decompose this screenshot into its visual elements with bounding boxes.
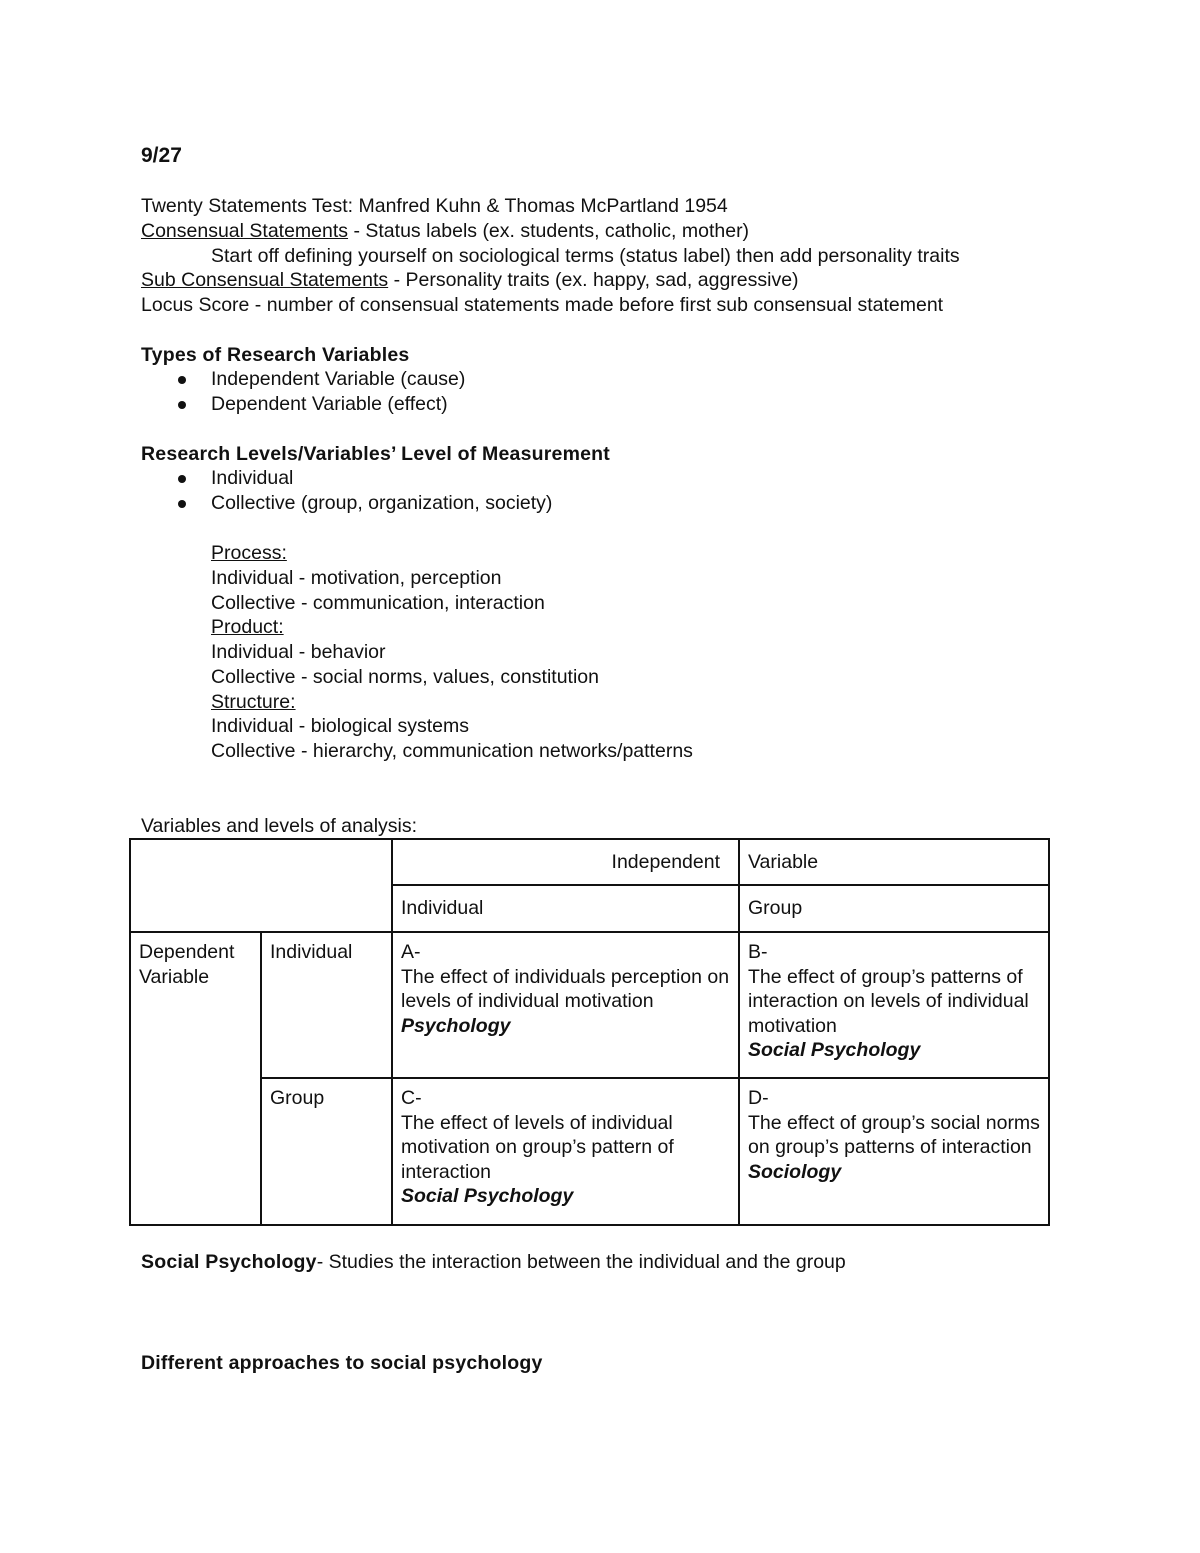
levels-heading: Research Levels/Variables’ Level of Measurement	[141, 443, 610, 465]
bullet-icon	[178, 401, 186, 409]
levels-of-analysis-table	[129, 838, 1050, 1226]
sub-consensual-line	[141, 268, 799, 292]
list-item: Collective (group, organization, society)	[176, 491, 552, 516]
social-psychology-line	[141, 1250, 846, 1274]
cell-b	[739, 932, 1049, 1078]
cell-b-field: Social Psychology	[748, 1039, 921, 1062]
cell-c	[392, 1078, 739, 1225]
locus-score-line: Locus Score - number of consensual statements made before first sub consensual statement	[141, 294, 944, 316]
row-header-individual: Individual	[261, 932, 392, 1078]
dependent-variable-cell: Dependent Variable	[130, 932, 261, 1225]
cell-b-letter: B-	[748, 941, 768, 963]
process-label: Process:	[211, 542, 287, 564]
consensual-note: Start off defining yourself on sociological terms (status label) then add personality traits	[211, 245, 960, 267]
table-corner-cell	[130, 839, 392, 932]
cell-c-letter: C-	[401, 1087, 422, 1109]
cell-d-field: Sociology	[748, 1160, 842, 1183]
cell-c-text: The effect of levels of individual motivation on group’s pattern of interaction	[401, 1111, 674, 1183]
column-header-individual: Individual	[392, 885, 739, 932]
table-row	[130, 1078, 1049, 1225]
product-collective: Collective - social norms, values, constitution	[211, 666, 599, 688]
row-header-group: Group	[261, 1078, 392, 1225]
structure-collective: Collective - hierarchy, communication networks/patterns	[211, 740, 693, 762]
list-item: Dependent Variable (effect)	[176, 392, 465, 417]
bullet-icon	[178, 475, 186, 483]
product-label: Product:	[211, 616, 284, 638]
cell-d-letter: D-	[748, 1087, 769, 1109]
consensual-term: Consensual Statements	[141, 220, 349, 242]
list-item: Individual	[176, 466, 552, 491]
types-heading: Types of Research Variables	[141, 344, 410, 366]
cell-a-field: Psychology	[401, 1014, 511, 1037]
list-item: Independent Variable (cause)	[176, 367, 465, 392]
product-individual: Individual - behavior	[211, 641, 386, 663]
cell-c-field: Social Psychology	[401, 1185, 574, 1208]
structure-label: Structure:	[211, 691, 296, 713]
levels-list	[176, 466, 552, 515]
structure-individual: Individual - biological systems	[211, 715, 469, 737]
cell-d	[739, 1078, 1049, 1225]
sub-consensual-definition: - Personality traits (ex. happy, sad, aggressive)	[388, 269, 799, 291]
table-row	[130, 932, 1049, 1078]
social-psychology-definition: - Studies the interaction between the individual and the group	[316, 1251, 846, 1273]
independent-header-left: Independent	[392, 839, 739, 885]
cell-a-letter: A-	[401, 941, 421, 963]
social-psychology-term: Social Psychology	[141, 1251, 317, 1273]
process-individual: Individual - motivation, perception	[211, 567, 502, 589]
column-header-group: Group	[739, 885, 1049, 932]
bullet-icon	[178, 376, 186, 384]
consensual-line	[141, 219, 749, 243]
cell-a-text: The effect of individuals perception on levels of individual motivation	[401, 965, 730, 1013]
cell-d-text: The effect of group’s social norms on group’s patterns of interaction	[748, 1111, 1040, 1159]
sub-consensual-term: Sub Consensual Statements	[141, 269, 389, 291]
independent-header-right: Variable	[739, 839, 1049, 885]
bullet-icon	[178, 500, 186, 508]
cell-b-text: The effect of group’s patterns of interaction on levels of individual motivation	[748, 965, 1029, 1037]
table-row	[130, 839, 1049, 885]
process-collective: Collective - communication, interaction	[211, 592, 545, 614]
table-caption: Variables and levels of analysis:	[141, 815, 418, 837]
types-list	[176, 367, 465, 416]
consensual-definition: - Status labels (ex. students, catholic, mother)	[348, 220, 750, 242]
tst-title: Twenty Statements Test: Manfred Kuhn & Thomas McPartland 1954	[141, 195, 728, 217]
page-date: 9/27	[141, 144, 182, 167]
approaches-heading: Different approaches to social psychology	[141, 1352, 543, 1374]
cell-a	[392, 932, 739, 1078]
